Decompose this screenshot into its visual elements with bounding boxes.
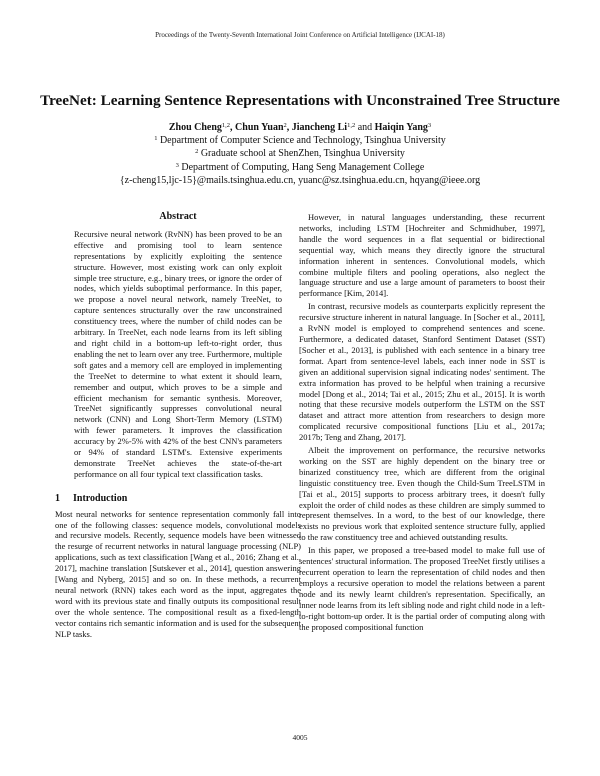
author-sup: 2 (283, 122, 287, 129)
author-sup: 1,2 (347, 122, 356, 129)
right-column (299, 212, 545, 634)
affiliation: $^1$ Department of Computer Science and Technology, Tsinghua University (154, 135, 446, 147)
abstract-text: Recursive neural network (RvNN) has been proved to be an effective and promising tool to learn sentence representations by explicitly exploiting the sentence structure. However, most existing work can only exploit simple tree structure, e.g., binary trees, or ignore the order of nodes, which yields suboptimal performance. In this paper, we propose a novel neural network, namely TreeNet, to capture sentences structurally over the raw unconstrained constituency trees, where the number of child nodes can be arbitrary. In TreeNet, each node learns from its left sibling and right child in a bottom-up left-to-right order, thus enabling the net to learn over any tree. Furthermore, multiple soft gates and a memory cell are employed in implementing the TreeNet to determine to what extent it should learn, remember and output, which proves to be a simple and efficient mechanism for semantic synthesis. Moreover, TreeNet significantly suppresses convolutional neural network (CNN) and Long Short-Term Memory (LSTM) with fewer parameters. It improves the classification accuracy by 2%-5% with 42% of the best CNN's parameters or 94% of standard LSTM's. Extensive experiments demonstrate TreeNet achieves the state-of-the-art performance on all four typical text classification tasks. (74, 228, 282, 479)
author-sup: 3 (427, 122, 432, 129)
abstract-heading: Abstract (159, 211, 197, 222)
section-number: 1 (55, 492, 60, 504)
section-heading-introduction (55, 494, 301, 505)
author-emails: {z-cheng15,ljc-15}@mails.tsinghua.edu.cn, yuanc@sz.tsinghua.edu.cn, hqyang@ieee.org (119, 174, 481, 186)
author-name: Jiancheng Li (291, 122, 348, 133)
affiliation: $^2$ Graduate school at ShenZhen, Tsinghua University (195, 148, 405, 160)
body-paragraph: However, in natural languages understanding, these recurrent networks, including LSTM [Hochreiter and Schmidhuber, 1997], handle the word sequences in a flat sequential or bidirectional sequential way, which means they directly ignore the structural information inherent in sentences. Convolutional models, which combine multiple filters and pooling operations, also neglect the language structure and use a large amount of parameters to boost their performance [Kim, 2014]. (299, 212, 545, 299)
intro-paragraph: Most neural networks for sentence representation commonly fall into one of the following classes: sequence models, convolutional models and recursive models. Recently, sequence models have been witnessed the resurge of recurrent networks in natural language processing (NLP) applications, such as text classification [Wang et al., 2016; Zhang et al., 2017], machine translation [Sutskever et al., 2014], question answering [Wang and Nyberg, 2015] and so on. In these methods, a recurrent neural network (RNN) takes each word as the input, aggregates the word with its previous state and finally outputs its compositional result over the whole sentence. The compositional result as a fixed-length vector contains rich semantic information and is used for the subsequent NLP tasks. (55, 508, 301, 639)
body-paragraph: In this paper, we proposed a tree-based model to make full use of sentences' structural information. The proposed TreeNet firstly utilises a recurrent operation to learn the representation of child nodes and then employs a recursive operation to model the relations between a parent node and its newly learnt children's representation. Specifically, an inner node learns from its left sibling node and right child node in a left-to-right bottom-up order. It is the partial order of computing along with the proposed compositional function (299, 545, 545, 632)
abstract-body (55, 229, 301, 480)
author-block (0, 121, 600, 187)
affiliation: $^3$ Department of Computing, Hang Seng Management College (175, 161, 425, 173)
body-paragraph: In contrast, recursive models as counterparts explicitly represent the recursive structure inherent in natural language. In [Socher et al., 2011], a RvNN model is employed to comprehend sentences and scene. Furthermore, a dedicated dataset, Stanford Sentiment Dataset (SST) [Socher et al., 2013], is published with each sentence in a binary tree format. Apart from sentence-level labels, each inner node in SST is given an additional supervision signal indicating nodes' sentiment. The extra information has proved to be helpful when training a recursive model [Dong et al., 2014; Tai et al., 2015; Zhu et al., 2015]. It is worth noting that these recursive models outperform the LSTM on the SST dataset and attract more attention from researchers to design more complicated recursive compositional functions [Liu et al., 2017a; 2017b; Teng and Zhang, 2017]. (299, 301, 545, 443)
author-name: Chun Yuan (235, 122, 284, 133)
left-column (55, 212, 301, 642)
author-names: Zhou Cheng$^{1,2}$, Chun Yuan$^2$, Jiancheng Li$^{1,2}$ and Haiqin Yang$^3$ (168, 122, 432, 133)
author-name: Haiqin Yang (374, 122, 428, 133)
body-paragraph: Albeit the improvement on performance, the recursive networks working on the SST are highly dependent on the binary tree or binarized constituency tree, which are different from the original linguistic constituency tree. Even though the Child-Sum TreeLSTM in [Tai et al., 2015] supports to process arbitrary trees, it doesn't fully exploit the order of child nodes as these children are simply summed to represent themselves. In a word, to the best of our knowledge, there exists no previous work that exploited sentence structure fully, applied to the raw constituency tree and achieved outstanding results. (299, 445, 545, 543)
author-name: Zhou Cheng (168, 122, 222, 133)
section-title: Introduction (73, 492, 128, 504)
paper-title: TreeNet: Learning Sentence Representations with Unconstrained Tree Structure (40, 92, 560, 109)
author-sup: 1,2 (221, 122, 231, 129)
proceedings-header: Proceedings of the Twenty-Seventh International Joint Conference on Artificial Intelligence (IJCAI-18) (155, 31, 445, 39)
page-number: 4005 (292, 733, 308, 742)
